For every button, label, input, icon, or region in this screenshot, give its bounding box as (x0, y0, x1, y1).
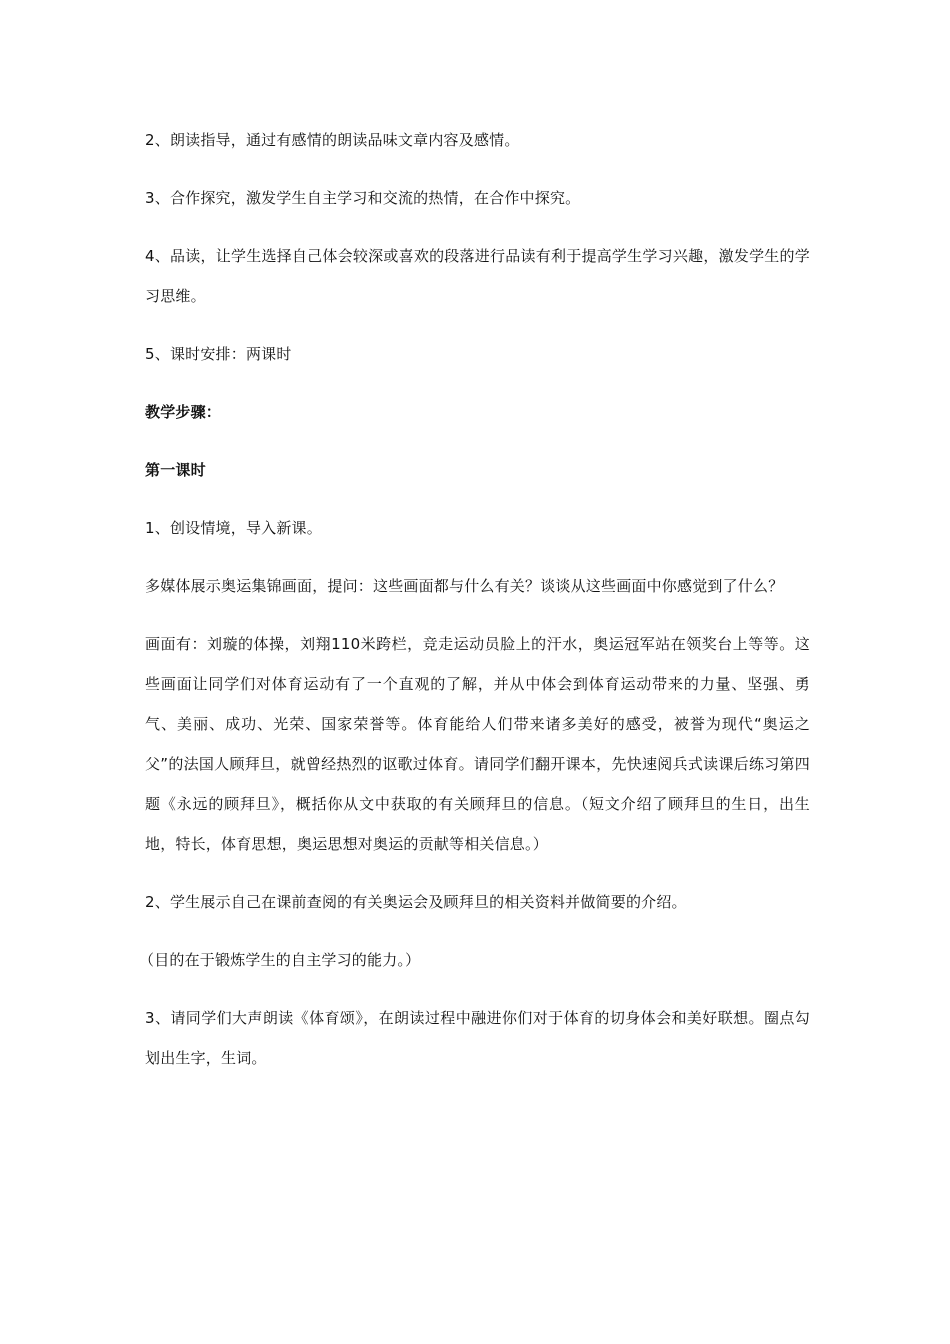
section-heading-steps: 教学步骤： (145, 403, 222, 421)
objective-3: 3、合作探究，激发学生自主学习和交流的热情，在合作中探究。 (145, 189, 581, 207)
section-heading-lesson-one: 第一课时 (145, 461, 206, 479)
step-2-note: （目的在于锻炼学生的自主学习的能力。） (139, 951, 421, 969)
step-1-question: 多媒体展示奥运集锦画面，提问：这些画面都与什么有关？谈谈从这些画面中你感觉到了什么？ (145, 577, 784, 595)
step-1-description: 画面有：刘璇的体操，刘翔110米跨栏，竞走运动员脸上的汗水，奥运冠军站在领奖台上等等。这些画面让同学们对体育运动有了一个直观的了解，并从中体会到体育运动带来的力量、坚强、勇气、美丽、成功、光荣、国家荣誉等。体育能给人们带来诸多美好的感受，被誉为现代“奥运之父”的法国人顾拜旦，就曾经热烈的讴歌过体育。请同学们翻开课本，先快速阅兵式读课后练习第四题《永远的顾拜旦》，概括你从文中获取的有关顾拜旦的信息。（短文介绍了顾拜旦的生日，出生地，特长，体育思想，奥运思想对奥运的贡献等相关信息。） (145, 635, 810, 853)
document-page (139, 120, 810, 1096)
objective-5: 5、课时安排：两课时 (145, 345, 292, 363)
objective-4: 4、品读，让学生选择自己体会较深或喜欢的段落进行品读有利于提高学生学习兴趣，激发学生的学习思维。 (145, 247, 810, 305)
objective-2: 2、朗读指导，通过有感情的朗读品味文章内容及感情。 (145, 131, 520, 149)
step-3: 3、请同学们大声朗读《体育颂》，在朗读过程中融进你们对于体育的切身体会和美好联想。圈点勾划出生字，生词。 (145, 1009, 810, 1067)
step-1: 1、创设情境，导入新课。 (145, 519, 322, 537)
step-2: 2、学生展示自己在课前查阅的有关奥运会及顾拜旦的相关资料并做简要的介绍。 (145, 893, 687, 911)
